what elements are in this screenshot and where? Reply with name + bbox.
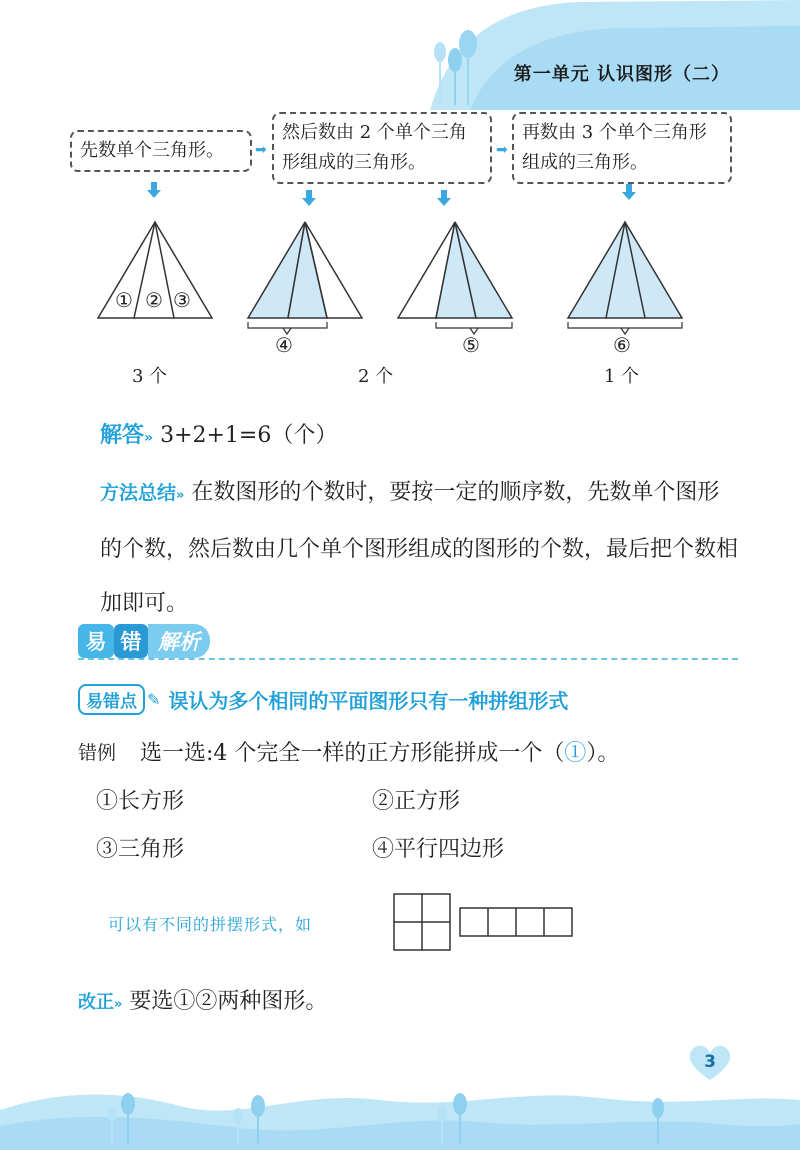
step-text-2: 然后数由 2 个单个三角形组成的三角形。 [282, 122, 467, 173]
count-label-1: 3 个 [132, 366, 168, 387]
step-box-1 [70, 130, 252, 172]
pencil-icon: ✎ [147, 690, 161, 709]
step-text-1: 先数单个三角形。 [80, 140, 224, 161]
banner-chip-3: 解析 [148, 624, 210, 658]
header-decoration [0, 0, 800, 110]
option-2: ②正方形 [372, 789, 461, 814]
triangle-figure-3 [398, 222, 512, 334]
chapter-title: 第一单元 认识图形（二） [513, 64, 730, 85]
mark-5: ⑤ [462, 333, 480, 357]
answer-tag: 解答» [100, 423, 154, 448]
summary-tag: 方法总结» [100, 482, 185, 504]
option-1: ①长方形 [96, 789, 185, 814]
method-summary [100, 466, 740, 631]
step-text-3: 再数由 3 个单个三角形组成的三角形。 [522, 122, 707, 173]
correction-tag: 改正» [78, 992, 123, 1013]
error-point-badge: 易错点 [78, 684, 145, 715]
triangle-figure-4 [568, 222, 682, 334]
count-label-2: 2 个 [358, 366, 394, 387]
error-point [78, 684, 568, 715]
answer-text: 3+2+1=6（个） [160, 423, 338, 448]
example-question: 选一选:4 个完全一样的正方形能拼成一个（①）。 [140, 741, 620, 766]
banner-chip-2: 错 [114, 624, 148, 658]
filled-answer: ① [564, 741, 587, 766]
mark-4: ④ [275, 333, 293, 357]
triangle-figure-2 [248, 222, 362, 334]
option-4: ④平行四边形 [372, 837, 505, 862]
error-point-text: 误认为多个相同的平面图形只有一种拼组形式 [168, 689, 569, 713]
square-1x4 [460, 908, 572, 936]
mark-3: ③ [173, 288, 191, 312]
mark-6: ⑥ [613, 333, 631, 357]
section-banner [78, 624, 738, 664]
correction-text: 要选①②两种图形。 [129, 989, 328, 1014]
count-label-3: 1 个 [604, 366, 640, 387]
triangle-figures [0, 170, 800, 360]
mark-1: ① [115, 288, 133, 312]
example-tag: 错例 [78, 742, 117, 764]
down-arrow-icon [147, 182, 636, 206]
answer-line [100, 418, 337, 449]
summary-text: 在数图形的个数时，要按一定的顺序数，先数单个图形的个数，然后数由几个单个图形组成的图形的个数，最后把个数相加即可。 [100, 480, 739, 616]
hint-text: 可以有不同的拼摆形式，如 [108, 915, 313, 934]
mark-2: ② [145, 288, 163, 312]
footer-decoration [0, 1070, 800, 1150]
banner-chip-1: 易 [78, 624, 114, 658]
arrow-right-icon: ➡ [255, 142, 267, 158]
page-number: 3 [704, 1052, 716, 1072]
square-2x2 [394, 894, 450, 950]
correction-line [78, 984, 327, 1015]
arrow-right-icon: ➡ [496, 142, 508, 158]
square-arrangements [390, 890, 590, 954]
option-3: ③三角形 [96, 837, 185, 862]
